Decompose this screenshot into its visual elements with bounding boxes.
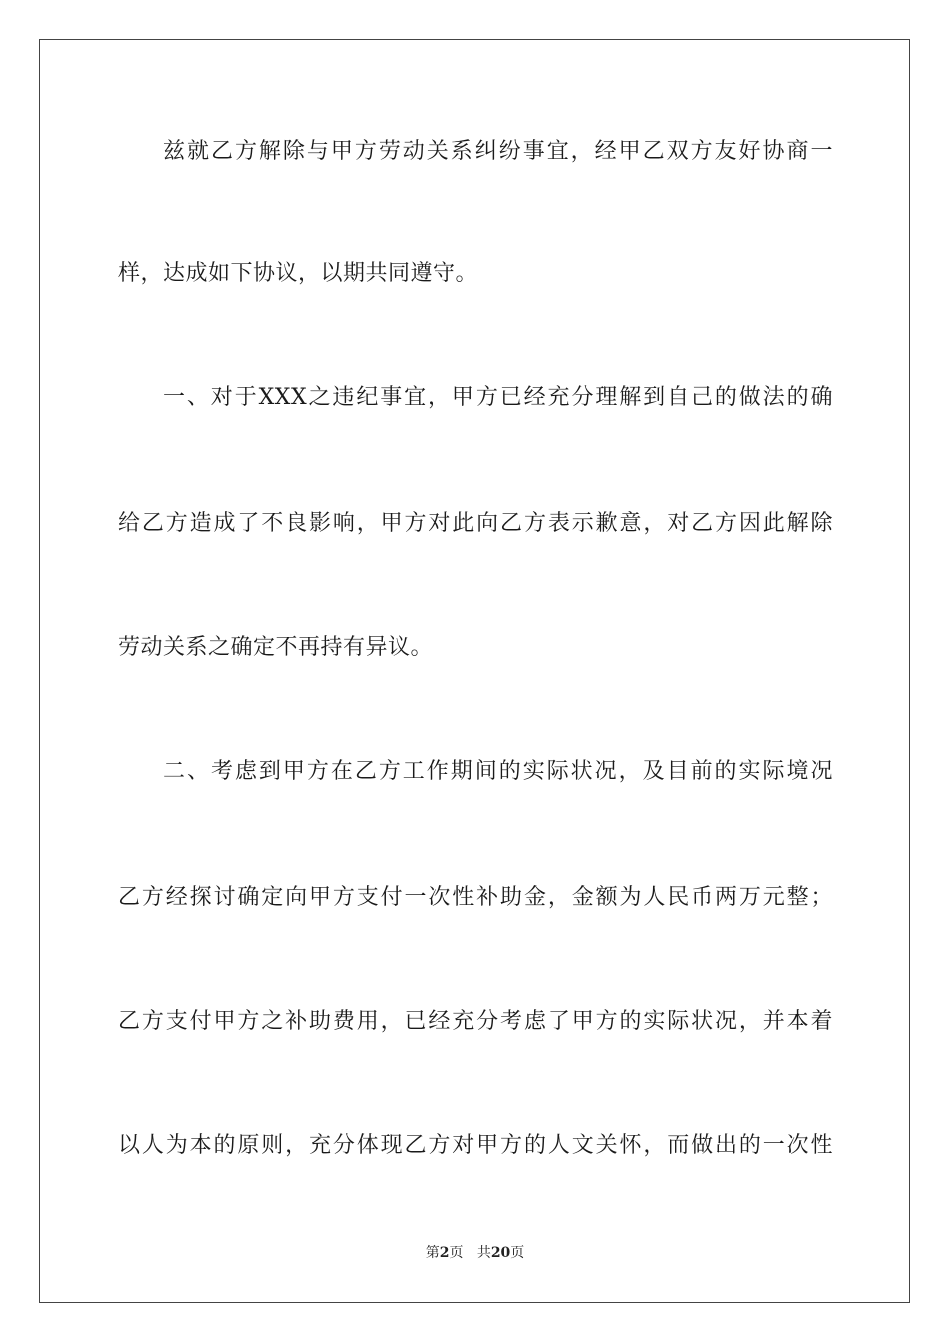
paragraph-line: 样，达成如下协议，以期共同遵守。 [118, 261, 479, 286]
paragraph-line: 一、对于XXX之违纪事宜，甲方已经充分理解到自己的做法的确 [163, 385, 833, 410]
page-border [39, 39, 910, 1303]
paragraph-line: 以人为本的原则，充分体现乙方对甲方的人文关怀，而做出的一次性 [118, 1133, 833, 1158]
paragraph-line: 劳动关系之确定不再持有异议。 [118, 635, 434, 660]
total-label-suffix: 页 [510, 1245, 525, 1261]
total-label-prefix: 共 [476, 1245, 491, 1261]
paragraph-line: 兹就乙方解除与甲方劳动关系纠纷事宜，经甲乙双方友好协商一 [163, 139, 833, 164]
page-label-suffix: 页 [449, 1245, 464, 1261]
paragraph-line: 乙方支付甲方之补助费用，已经充分考虑了甲方的实际状况，并本着 [118, 1009, 833, 1034]
total-pages: 20 [490, 1245, 511, 1261]
paragraph-line: 二、考虑到甲方在乙方工作期间的实际状况，及目前的实际境况 [163, 759, 833, 784]
page-footer [0, 1243, 950, 1263]
page-number: 2 [439, 1245, 450, 1261]
paragraph-line: 乙方经探讨确定向甲方支付一次性补助金，金额为人民币两万元整； [118, 885, 833, 910]
page-label-prefix: 第 [425, 1245, 440, 1261]
paragraph-line: 给乙方造成了不良影响，甲方对此向乙方表示歉意，对乙方因此解除 [118, 511, 833, 536]
